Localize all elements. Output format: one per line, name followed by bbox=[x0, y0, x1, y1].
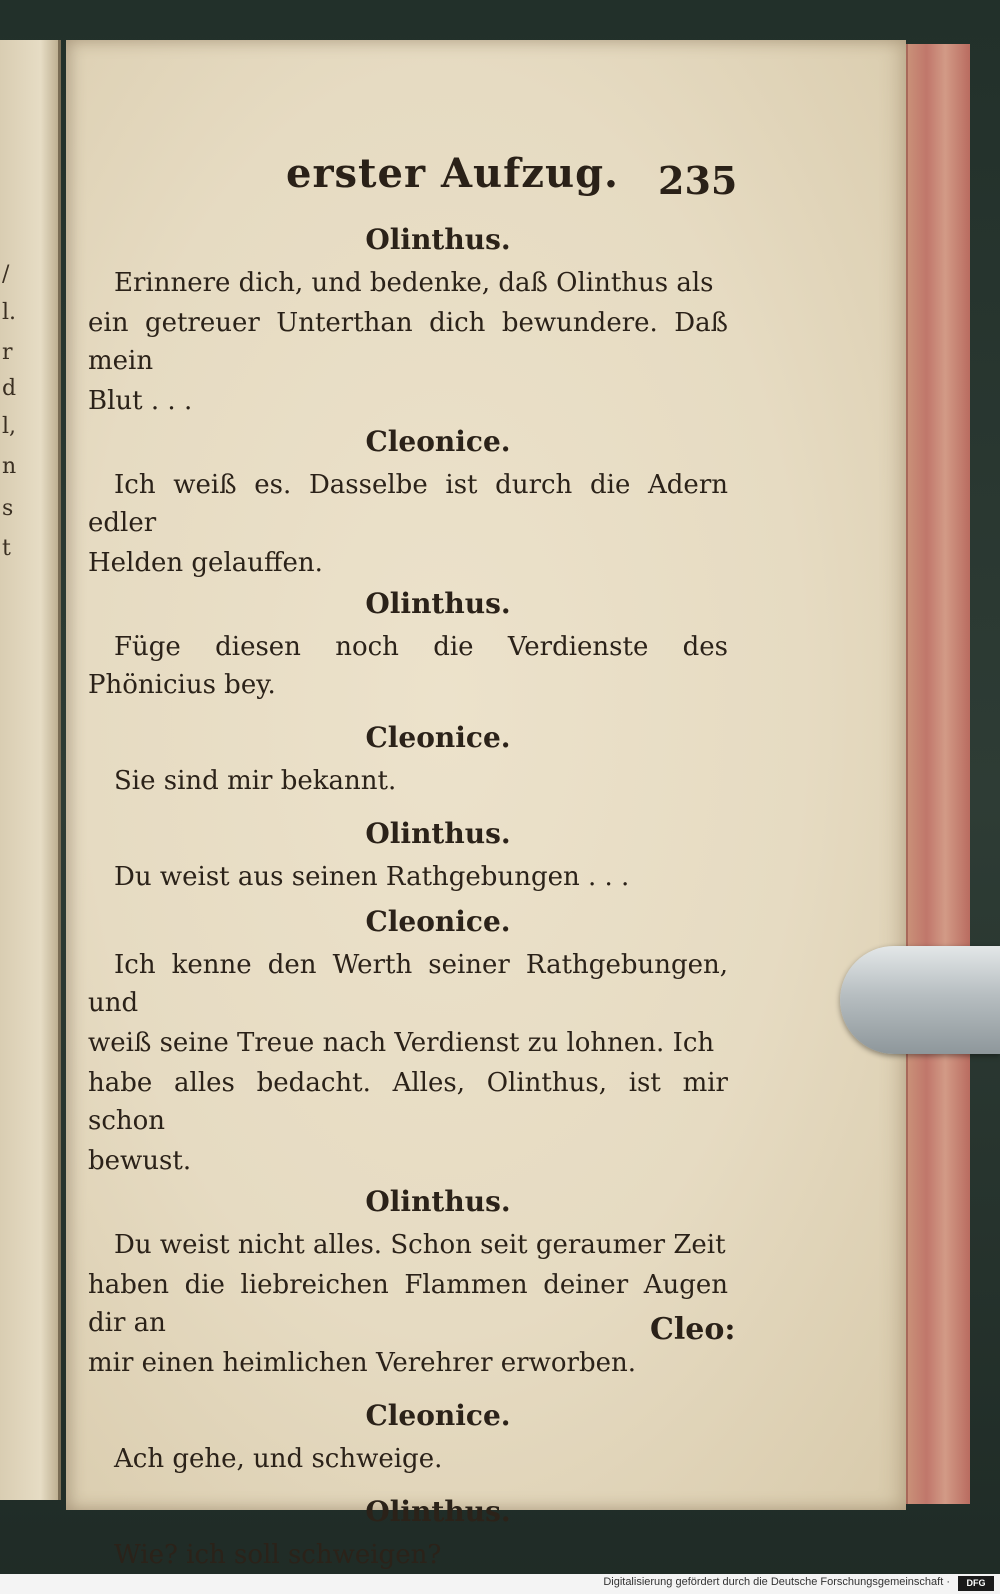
left-page-fragment: l, bbox=[2, 414, 17, 439]
speaker-name: Cleonice. bbox=[365, 905, 511, 938]
catchword: Cleo: bbox=[650, 1312, 736, 1347]
speaker-name: Olinthus. bbox=[365, 223, 511, 256]
book-clip bbox=[840, 946, 1000, 1054]
speech-line: Ich kenne den Werth seiner Rathgebungen, und bbox=[88, 950, 728, 1018]
speaker-name: Cleonice. bbox=[365, 721, 511, 754]
page-number: 235 bbox=[658, 158, 738, 203]
left-page-fragment: d bbox=[2, 376, 17, 401]
left-page-fragment: t bbox=[2, 536, 11, 561]
speech-line: haben die liebreichen Flammen deiner Augen dir an bbox=[88, 1270, 728, 1338]
digitization-footer bbox=[0, 1574, 1000, 1594]
dialogue-text bbox=[88, 220, 728, 1576]
speech-line: Wie? ich soll schweigen? bbox=[114, 1540, 442, 1570]
speech-line: weiß seine Treue nach Verdienst zu lohnen. Ich bbox=[88, 1028, 715, 1058]
speech-line: habe alles bedacht. Alles, Olinthus, ist mir schon bbox=[88, 1068, 728, 1136]
speech-line: Erinnere dich, und bedenke, daß Olinthus als bbox=[114, 268, 714, 298]
speaker-name: Cleonice. bbox=[365, 425, 511, 458]
speech-line: Ich weiß es. Dasselbe ist durch die Adern edler bbox=[88, 470, 728, 538]
dfg-logo: DFG bbox=[958, 1576, 994, 1591]
left-page-fragment: / bbox=[2, 262, 10, 287]
funding-credit: Digitalisierung gefördert durch die Deutsche Forschungsgemeinschaft · bbox=[603, 1576, 950, 1588]
speech-line: Sie sind mir bekannt. bbox=[114, 766, 397, 796]
speaker-name: Olinthus. bbox=[365, 1185, 511, 1218]
page-block-edge bbox=[906, 44, 970, 1504]
running-head: erster Aufzug. bbox=[286, 150, 619, 197]
left-page-fragment: r bbox=[2, 340, 13, 365]
left-page-fragment: s bbox=[2, 496, 14, 521]
speech-line: Ach gehe, und schweige. bbox=[114, 1444, 443, 1474]
speech-line: mir einen heimlichen Verehrer erworben. bbox=[88, 1348, 636, 1378]
page-header bbox=[66, 150, 906, 210]
left-page-fragment: l. bbox=[2, 300, 17, 325]
speech-line: Füge diesen noch die Verdienste des Phönicius bey. bbox=[88, 632, 728, 700]
speech-line: Du weist aus seinen Rathgebungen . . . bbox=[114, 862, 630, 892]
speaker-name: Olinthus. bbox=[365, 1495, 511, 1528]
speaker-name: Olinthus. bbox=[365, 817, 511, 850]
speech-line: bewust. bbox=[88, 1146, 192, 1176]
speech-line: Blut . . . bbox=[88, 386, 193, 416]
speech-line: Du weist nicht alles. Schon seit geraumer Zeit bbox=[114, 1230, 726, 1260]
speech-line: ein getreuer Unterthan dich bewundere. Daß mein bbox=[88, 308, 728, 376]
speech-line: Helden gelauffen. bbox=[88, 548, 323, 578]
speaker-name: Cleonice. bbox=[365, 1399, 511, 1432]
speaker-name: Olinthus. bbox=[365, 587, 511, 620]
left-page-edge bbox=[0, 40, 61, 1500]
left-page-fragment: n bbox=[2, 454, 17, 479]
